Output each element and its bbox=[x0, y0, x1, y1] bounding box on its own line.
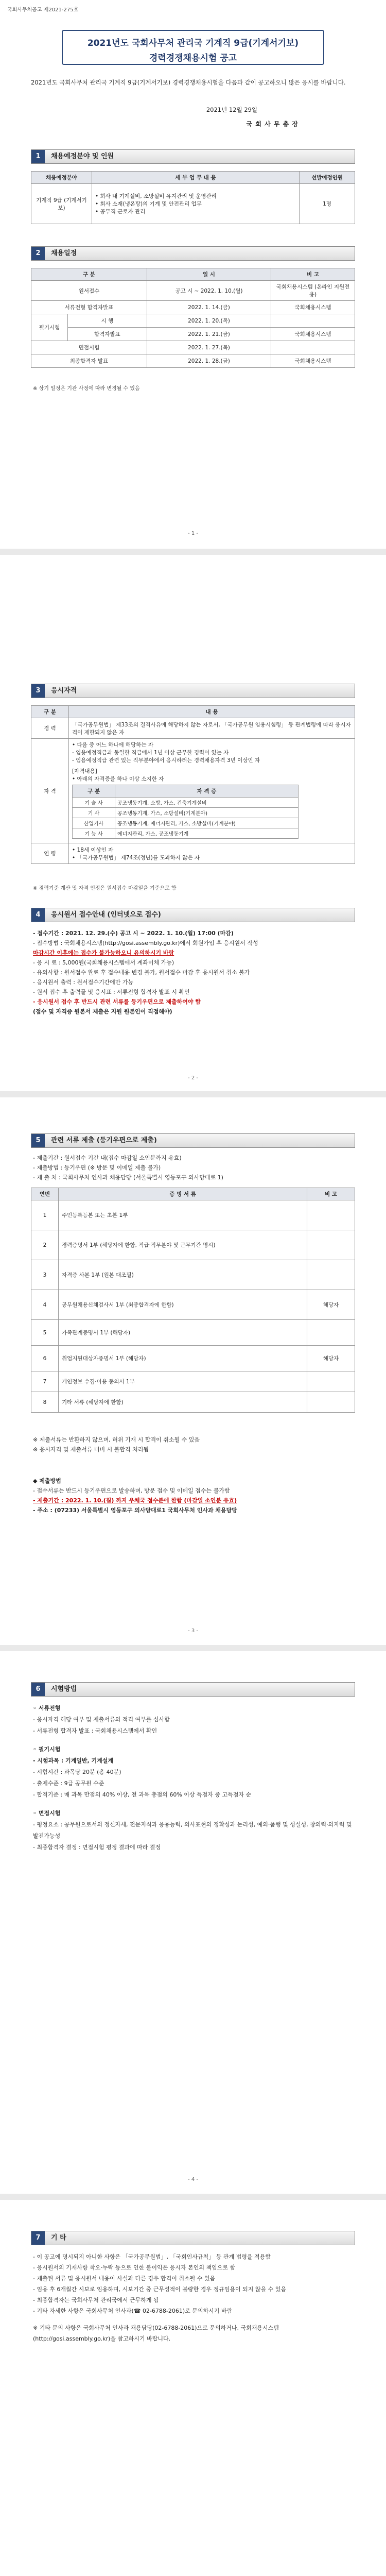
license-sub-note: • 아래의 자격증을 하나 이상 소지한 자 bbox=[72, 776, 164, 782]
table-cell bbox=[307, 1260, 355, 1290]
exam-line: ◦ 면접시험 bbox=[33, 1810, 61, 1817]
schedule-note: 국회채용시스템 (온라인 지원전용) bbox=[271, 281, 355, 301]
table-cell: 기 사 bbox=[73, 808, 115, 818]
exam-line: - 응시자격 해당 여부 및 제출서류의 적격 여부를 심사함 bbox=[33, 1716, 170, 1723]
page-3 bbox=[0, 1097, 386, 1645]
docs-footnote: ※ 응시자격 및 제출서류 미비 시 불합격 처리됨 bbox=[33, 1446, 149, 1453]
submit-line: - 제출기간 : 2022. 1. 10.(월) 까지 우체국 접수분에 한함 (마감일 소인분 유효) bbox=[33, 1497, 237, 1504]
app-line: - 접수기간 : 2021. 12. 29.(수) 공고 시 ~ 2022. 1. 10.(월) 17:00 (마감) bbox=[33, 930, 234, 937]
schedule-item: 최종합격자 발표 bbox=[31, 354, 147, 368]
table-cell: 공조냉동기계, 에너지관리, 가스, 소방설비(기계분야) bbox=[115, 818, 299, 828]
table-header: 비 고 bbox=[307, 1188, 355, 1200]
app-line: - 원서 접수 후 출력물 및 응시표 : 서류전형 합격자 발표 시 확인 bbox=[33, 989, 190, 995]
age-line: • 18세 이상인 자 bbox=[72, 846, 114, 853]
qual-license bbox=[69, 739, 355, 843]
schedule-date: 2022. 1. 20.(목) bbox=[147, 314, 271, 328]
schedule-group: 필기시험 bbox=[31, 314, 68, 341]
table-cell: 경력증명서 1부 (해당자에 한함, 직급·직무분야 및 근무기간 명시) bbox=[59, 1230, 307, 1260]
recruit-count: 1명 bbox=[300, 184, 355, 224]
section-title: 채용예정분야 및 인원 bbox=[51, 152, 114, 160]
application-block bbox=[33, 928, 353, 1016]
etc-line: - 응시원서의 기재사항 착오·누락 등으로 인한 불이익은 응시자 본인의 책임으로 함 bbox=[33, 2264, 236, 2271]
exam-line: - 최종합격자 결정 : 면접시험 평정 결과에 따라 결정 bbox=[33, 1844, 161, 1851]
age-line: • 「국가공무원법」 제74조(정년)를 도과하지 않은 자 bbox=[72, 854, 200, 861]
license-sub-table bbox=[72, 785, 299, 839]
section-5-header bbox=[31, 1133, 355, 1148]
section-6-header bbox=[31, 1682, 355, 1697]
etc-block bbox=[33, 2251, 353, 2344]
table-cell: 기타 서류 (해당자에 한함) bbox=[59, 1392, 307, 1413]
section-number: 5 bbox=[31, 1134, 45, 1147]
section-3-header bbox=[31, 684, 355, 698]
table-header: 내 용 bbox=[69, 706, 355, 718]
table-row bbox=[31, 1290, 355, 1320]
duty-line: • 공무직 근로자 관리 bbox=[95, 209, 146, 215]
table-cell bbox=[307, 1230, 355, 1260]
page-1 bbox=[0, 0, 386, 549]
page-number: - 3 - bbox=[188, 1628, 198, 1634]
section-number: 4 bbox=[31, 908, 45, 922]
section-title: 응시원서 접수안내 (인터넷으로 접수) bbox=[51, 911, 161, 919]
table-cell: 취업지원대상자증명서 1부 (해당자) bbox=[59, 1346, 307, 1371]
exam-line: ◦ 필기시험 bbox=[33, 1746, 61, 1753]
etc-line: - 이 공고에 명시되지 아니한 사항은 「국가공무원법」, 「국회인사규칙」 등 관계 법령을 적용함 bbox=[33, 2253, 271, 2260]
section-title: 시험방법 bbox=[51, 1685, 77, 1693]
docs-footnotes bbox=[33, 1435, 353, 1454]
duty-line: • 회사 소재(냉온탕)의 기계 및 안전관리 업무 bbox=[95, 201, 202, 207]
table-header: 비 고 bbox=[271, 268, 355, 281]
exam-line: - 시험시간 : 과목당 20분 (총 40분) bbox=[33, 1769, 121, 1775]
schedule-note bbox=[271, 341, 355, 354]
docs-summary bbox=[33, 1153, 353, 1182]
org-name: 국 회 사 무 총 장 bbox=[246, 121, 299, 128]
table-cell: 공무원채용신체검사서 1부 (최종합격자에 한함) bbox=[59, 1290, 307, 1320]
table-header: 일 시 bbox=[147, 268, 271, 281]
schedule-note: 국회채용시스템 bbox=[271, 328, 355, 341]
schedule-item: 합격자발표 bbox=[68, 328, 147, 341]
qual-age bbox=[69, 843, 355, 864]
table-cell: 산업기사 bbox=[73, 818, 115, 828]
recruit-table bbox=[31, 171, 355, 224]
recruit-duties bbox=[92, 184, 300, 224]
title-box bbox=[62, 30, 324, 65]
table-cell: 5 bbox=[31, 1320, 59, 1346]
intro-text: 2021년도 국회사무처 관리국 기계직 9급(기계서기보) 경력경쟁채용시험을 다음과 같이 공고하오니 많은 응시를 바랍니다. bbox=[31, 79, 346, 86]
title-line2: 경력경쟁채용시험 공고 bbox=[149, 53, 237, 63]
table-cell: 4 bbox=[31, 1290, 59, 1320]
section-number: 6 bbox=[31, 1683, 45, 1696]
schedule-table bbox=[31, 268, 355, 368]
page-5 bbox=[0, 2200, 386, 2576]
page-number: - 4 - bbox=[188, 2177, 198, 2182]
table-cell: 자격증 사본 1부 (원본 대조필) bbox=[59, 1260, 307, 1290]
schedule-item: 서류전형 합격자발표 bbox=[31, 301, 147, 314]
submit-title: ◆ 제출방법 bbox=[33, 1478, 61, 1484]
table-cell bbox=[307, 1392, 355, 1413]
submit-line: - 접수서류는 반드시 등기우편으로 발송하며, 방문 접수 및 이메일 접수는 불가함 bbox=[33, 1487, 230, 1494]
duty-line: • 회사 내 기계설비, 소방설비 유지관리 및 운영관리 bbox=[95, 193, 217, 199]
table-cell bbox=[307, 1371, 355, 1392]
section-7-header bbox=[31, 2231, 355, 2245]
exam-line: - 서류전형 합격자 발표 : 국회채용시스템에서 확인 bbox=[33, 1727, 157, 1734]
docs-line: - 제 출 처 : 국회사무처 인사과 채용담당 (서울특별시 영등포구 의사당대로 1) bbox=[33, 1174, 223, 1181]
license-line: - 임용예정직급과 동일한 직급에서 1년 이상 근무한 경력이 있는 자 bbox=[72, 750, 229, 756]
qualification-table bbox=[31, 705, 355, 864]
section-title: 채용일정 bbox=[51, 249, 77, 257]
exam-line: - 시험과목 : 기계일반, 기계설계 bbox=[33, 1757, 113, 1764]
doc-number: 국회사무처공고 제2021-275호 bbox=[7, 7, 79, 13]
table-cell: 개인정보 수집·이용 동의서 1부 bbox=[59, 1371, 307, 1392]
qual-label: 자 격 bbox=[31, 739, 69, 843]
table-header: 증 빙 서 류 bbox=[59, 1188, 307, 1200]
docs-table bbox=[31, 1188, 355, 1413]
app-line: - 유의사항 : 원서접수 완료 후 접수내용 변경 불가, 원서접수 마감 후 응시원서 취소 불가 bbox=[33, 969, 250, 976]
table-cell: 1 bbox=[31, 1200, 59, 1230]
app-line: - 응시원서 접수 후 반드시 관련 서류를 등기우편으로 제출하여야 함 bbox=[33, 998, 201, 1005]
submit-line: - 주소 : (07233) 서울특별시 영등포구 의사당대로1 국회사무처 인사과 채용담당 bbox=[33, 1507, 237, 1514]
table-cell: 공조냉동기계, 가스, 소방설비(기계분야) bbox=[115, 808, 299, 818]
section-number: 3 bbox=[31, 684, 45, 698]
etc-note: ※ 기타 문의 사항은 국회사무처 인사과 채용담당(02-6788-2061)으로 문의하거나, 국회채용시스템(http://gosi.assembly.go.kr)을 참고하시기 바랍니다. bbox=[33, 2325, 279, 2342]
title-line1: 2021년도 국회사무처 관리국 기계직 9급(기계서기보) bbox=[87, 38, 299, 48]
app-highlight: (접수 및 자격증 원본서 제출은 지원 원본인이 직접해야) bbox=[33, 1008, 172, 1015]
qual-career: 「국가공무원법」 제33조의 결격사유에 해당하지 않는 자로서, 「국가공무원 임용시험령」 등 관계법령에 따라 응시자격이 제한되지 않은 자 bbox=[69, 718, 355, 739]
etc-line: - 기타 자세한 사항은 국회사무처 인사과(☎ 02-6788-2061)로 문의하시기 바람 bbox=[33, 2308, 233, 2314]
table-header: 구 분 bbox=[31, 706, 69, 718]
table-cell: 기 능 사 bbox=[73, 828, 115, 839]
section-number: 1 bbox=[31, 150, 45, 163]
table-row bbox=[31, 1371, 355, 1392]
schedule-item: 면접시험 bbox=[31, 341, 147, 354]
table-header: 연번 bbox=[31, 1188, 59, 1200]
exam-line: - 평정요소 : 공무원으로서의 정신자세, 전문지식과 응용능력, 의사표현의 정확성과 논리성, 예의·품행 및 성실성, 창의력·의지력 및 발전가능성 bbox=[33, 1821, 352, 1839]
table-cell: 8 bbox=[31, 1392, 59, 1413]
qual-label: 연 령 bbox=[31, 843, 69, 864]
table-header: 세 부 업 무 내 용 bbox=[92, 172, 300, 184]
table-header: 선발예정인원 bbox=[300, 172, 355, 184]
table-cell: 해당자 bbox=[307, 1290, 355, 1320]
license-sub-header: [자격내용] bbox=[72, 768, 97, 774]
app-line: - 응 시 료 : 5,000원(국회채용시스템에서 계좌이체 가능) bbox=[33, 959, 174, 966]
section-number: 2 bbox=[31, 247, 45, 260]
exam-line: - 출제수준 : 9급 공무원 수준 bbox=[33, 1780, 104, 1787]
page-4 bbox=[0, 1651, 386, 2194]
recruit-field: 기계직 9급 (기계서기보) bbox=[31, 184, 92, 224]
table-row bbox=[31, 1392, 355, 1413]
section-title: 기 타 bbox=[51, 2234, 66, 2242]
table-header: 구 분 bbox=[31, 268, 147, 281]
schedule-item: 시 행 bbox=[68, 314, 147, 328]
exam-line: ◦ 서류전형 bbox=[33, 1705, 61, 1711]
table-cell: 해당자 bbox=[307, 1346, 355, 1371]
schedule-date: 2022. 1. 14.(금) bbox=[147, 301, 271, 314]
table-cell: 2 bbox=[31, 1230, 59, 1260]
schedule-date: 공고 시 ~ 2022. 1. 10.(월) bbox=[147, 281, 271, 301]
table-cell: 주민등록등본 또는 초본 1부 bbox=[59, 1200, 307, 1230]
docs-line: - 제출방법 : 등기우편 (※ 방문 및 이메일 제출 불가) bbox=[33, 1164, 161, 1171]
table-cell: 에너지관리, 가스, 공조냉동기계 bbox=[115, 828, 299, 839]
page-number: - 1 - bbox=[188, 531, 198, 536]
table-cell: 기 술 사 bbox=[73, 798, 115, 808]
table-cell: 7 bbox=[31, 1371, 59, 1392]
etc-line: - 제출된 서류 및 응시원서 내용이 사실과 다른 경우 합격이 취소될 수 있음 bbox=[33, 2275, 216, 2282]
table-header: 자 격 증 bbox=[115, 785, 299, 798]
announce-date: 2021년 12월 29일 bbox=[206, 106, 257, 113]
qualification-footnote: ※ 경력기준 계산 및 자격 인정은 원서접수 마감일을 기준으로 함 bbox=[33, 886, 177, 891]
section-number: 7 bbox=[31, 2231, 45, 2245]
schedule-footnote: ※ 상기 일정은 기관 사정에 따라 변경될 수 있음 bbox=[33, 386, 140, 392]
table-row bbox=[31, 1260, 355, 1290]
license-line: - 임용예정직급 관련 있는 직무분야에서 응시하려는 경력채용자격 3년 이상인 자 bbox=[72, 757, 260, 764]
section-title: 응시자격 bbox=[51, 687, 77, 694]
section-4-header bbox=[31, 908, 355, 922]
section-2-header bbox=[31, 246, 355, 261]
table-cell bbox=[307, 1200, 355, 1230]
etc-line: - 임용 후 6개월간 시보로 임용하며, 시보기간 중 근무성적이 불량한 경우 정규임용이 되지 않을 수 있음 bbox=[33, 2286, 286, 2293]
schedule-note: 국회채용시스템 bbox=[271, 354, 355, 368]
schedule-note bbox=[271, 314, 355, 328]
app-highlight: 마감시간 이후에는 접수가 불가능하오니 유의하시기 바람 bbox=[33, 950, 174, 956]
docs-line: - 제출기간 : 원서접수 기간 내(접수 마감일 소인분까지 유효) bbox=[33, 1155, 182, 1161]
page-2 bbox=[0, 555, 386, 1091]
schedule-date: 2022. 1. 21.(금) bbox=[147, 328, 271, 341]
table-cell: 6 bbox=[31, 1346, 59, 1371]
table-row bbox=[31, 1230, 355, 1260]
table-row bbox=[31, 1346, 355, 1371]
exam-block bbox=[33, 1703, 353, 1853]
table-header: 구 분 bbox=[73, 785, 115, 798]
table-cell: 공조냉동기계, 소방, 가스, 건축기계설비 bbox=[115, 798, 299, 808]
table-cell: 3 bbox=[31, 1260, 59, 1290]
schedule-item: 원서접수 bbox=[31, 281, 147, 301]
docs-footnote: ※ 제출서류는 반환하지 않으며, 허위 기재 시 합격이 취소될 수 있음 bbox=[33, 1436, 200, 1443]
page-number: - 2 - bbox=[188, 1075, 198, 1081]
submit-block bbox=[33, 1476, 353, 1515]
qual-label: 경 력 bbox=[31, 718, 69, 739]
section-1-header bbox=[31, 149, 355, 164]
table-cell: 가족관계증명서 1부 (해당자) bbox=[59, 1320, 307, 1346]
etc-line: - 최종합격자는 국회사무처 관리국에서 근무하게 됨 bbox=[33, 2297, 159, 2303]
schedule-note: 국회채용시스템 bbox=[271, 301, 355, 314]
table-header: 채용예정분야 bbox=[31, 172, 92, 184]
table-cell bbox=[307, 1320, 355, 1346]
schedule-date: 2022. 1. 27.(목) bbox=[147, 341, 271, 354]
section-title: 관련 서류 제출 (등기우편으로 제출) bbox=[51, 1137, 157, 1144]
app-line: - 응시원서 출력 : 원서접수기간에만 가능 bbox=[33, 979, 134, 986]
schedule-date: 2022. 1. 28.(금) bbox=[147, 354, 271, 368]
table-row bbox=[31, 1320, 355, 1346]
exam-line: - 합격기준 : 매 과목 만점의 40% 이상, 전 과목 총점의 60% 이상 득점자 중 고득점자 순 bbox=[33, 1791, 252, 1798]
app-line: - 접수방법 : 국회채용시스템(http://gosi.assembly.go.kr)에서 회원가입 후 응시원서 작성 bbox=[33, 940, 258, 946]
license-line: • 다음 중 어느 하나에 해당하는 자 bbox=[72, 742, 154, 748]
table-row bbox=[31, 1200, 355, 1230]
